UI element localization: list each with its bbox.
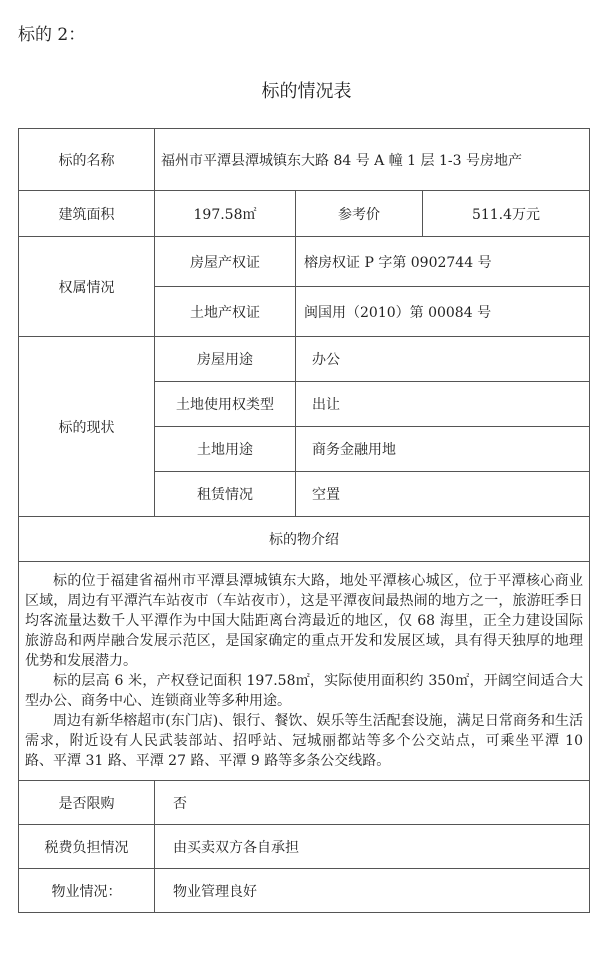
table-row bbox=[19, 781, 590, 825]
lease-value: 空置 bbox=[296, 472, 590, 517]
tax-value: 由买卖双方各自承担 bbox=[155, 825, 590, 869]
table-row bbox=[19, 191, 590, 237]
limit-label: 是否限购 bbox=[19, 781, 155, 825]
table-row bbox=[19, 237, 590, 287]
name-value: 福州市平潭县潭城镇东大路 84 号 A 幢 1 层 1-3 号房地产 bbox=[155, 129, 590, 191]
intro-body bbox=[19, 562, 590, 781]
land-use-label: 土地用途 bbox=[155, 427, 296, 472]
table-row bbox=[19, 869, 590, 913]
house-use-label: 房屋用途 bbox=[155, 337, 296, 382]
table-row bbox=[19, 825, 590, 869]
tax-label: 税费负担情况 bbox=[19, 825, 155, 869]
intro-label: 标的物介绍 bbox=[19, 517, 590, 562]
ownership-label: 权属情况 bbox=[19, 237, 155, 337]
lease-label: 租赁情况 bbox=[155, 472, 296, 517]
limit-value: 否 bbox=[155, 781, 590, 825]
property-label: 物业情况： bbox=[19, 869, 155, 913]
table-row bbox=[19, 129, 590, 191]
land-right-value: 出让 bbox=[296, 382, 590, 427]
section-heading: 标的 2： bbox=[18, 25, 86, 45]
intro-paragraph: 标的位于福建省福州市平潭县潭城镇东大路，地处平潭核心城区，位于平潭核心商业区域，周边有平潭汽车站夜市（车站夜市），这是平潭夜间最热闹的地方之一，旅游旺季日均客流量达数千人平潭作为中国大陆距离台湾最近的地区，仅 68 海里，正全力建设国际旅游岛和两岸融合发展示范区，是国家确定的重点开发和发展区域，具有得天独厚的地理优势和发展潜力。 bbox=[25, 573, 583, 669]
land-cert-value: 闽国用（2010）第 00084 号 bbox=[296, 287, 590, 337]
house-use-value: 办公 bbox=[296, 337, 590, 382]
table-title: 标的情况表 bbox=[261, 81, 352, 102]
land-right-label: 土地使用权类型 bbox=[155, 382, 296, 427]
table-row bbox=[19, 337, 590, 382]
property-info-table bbox=[18, 128, 590, 913]
house-cert-label: 房屋产权证 bbox=[155, 237, 296, 287]
property-value: 物业管理良好 bbox=[155, 869, 590, 913]
table-row bbox=[19, 562, 590, 781]
house-cert-value: 榕房权证 P 字第 0902744 号 bbox=[296, 237, 590, 287]
area-label: 建筑面积 bbox=[19, 191, 155, 237]
ref-price-value: 511.4万元 bbox=[423, 191, 590, 237]
name-label: 标的名称 bbox=[19, 129, 155, 191]
table-row bbox=[19, 517, 590, 562]
land-cert-label: 土地产权证 bbox=[155, 287, 296, 337]
ref-price-label: 参考价 bbox=[296, 191, 423, 237]
land-use-value: 商务金融用地 bbox=[296, 427, 590, 472]
intro-paragraph: 标的层高 6 米，产权登记面积 197.58㎡，实际使用面积约 350㎡，开阔空间适合大型办公、商务中心、连锁商业等多种用途。 bbox=[25, 673, 583, 709]
area-value: 197.58㎡ bbox=[155, 191, 296, 237]
intro-paragraph: 周边有新华榕超市(东门店)、银行、餐饮、娱乐等生活配套设施，满足日常商务和生活需求，附近设有人民武装部站、招呼站、冠城丽都站等多个公交站点，可乘坐平潭 10 路、平潭 31 路、平潭 27 路、平潭 9 路等多条公交线路。 bbox=[25, 713, 583, 769]
status-label: 标的现状 bbox=[19, 337, 155, 517]
